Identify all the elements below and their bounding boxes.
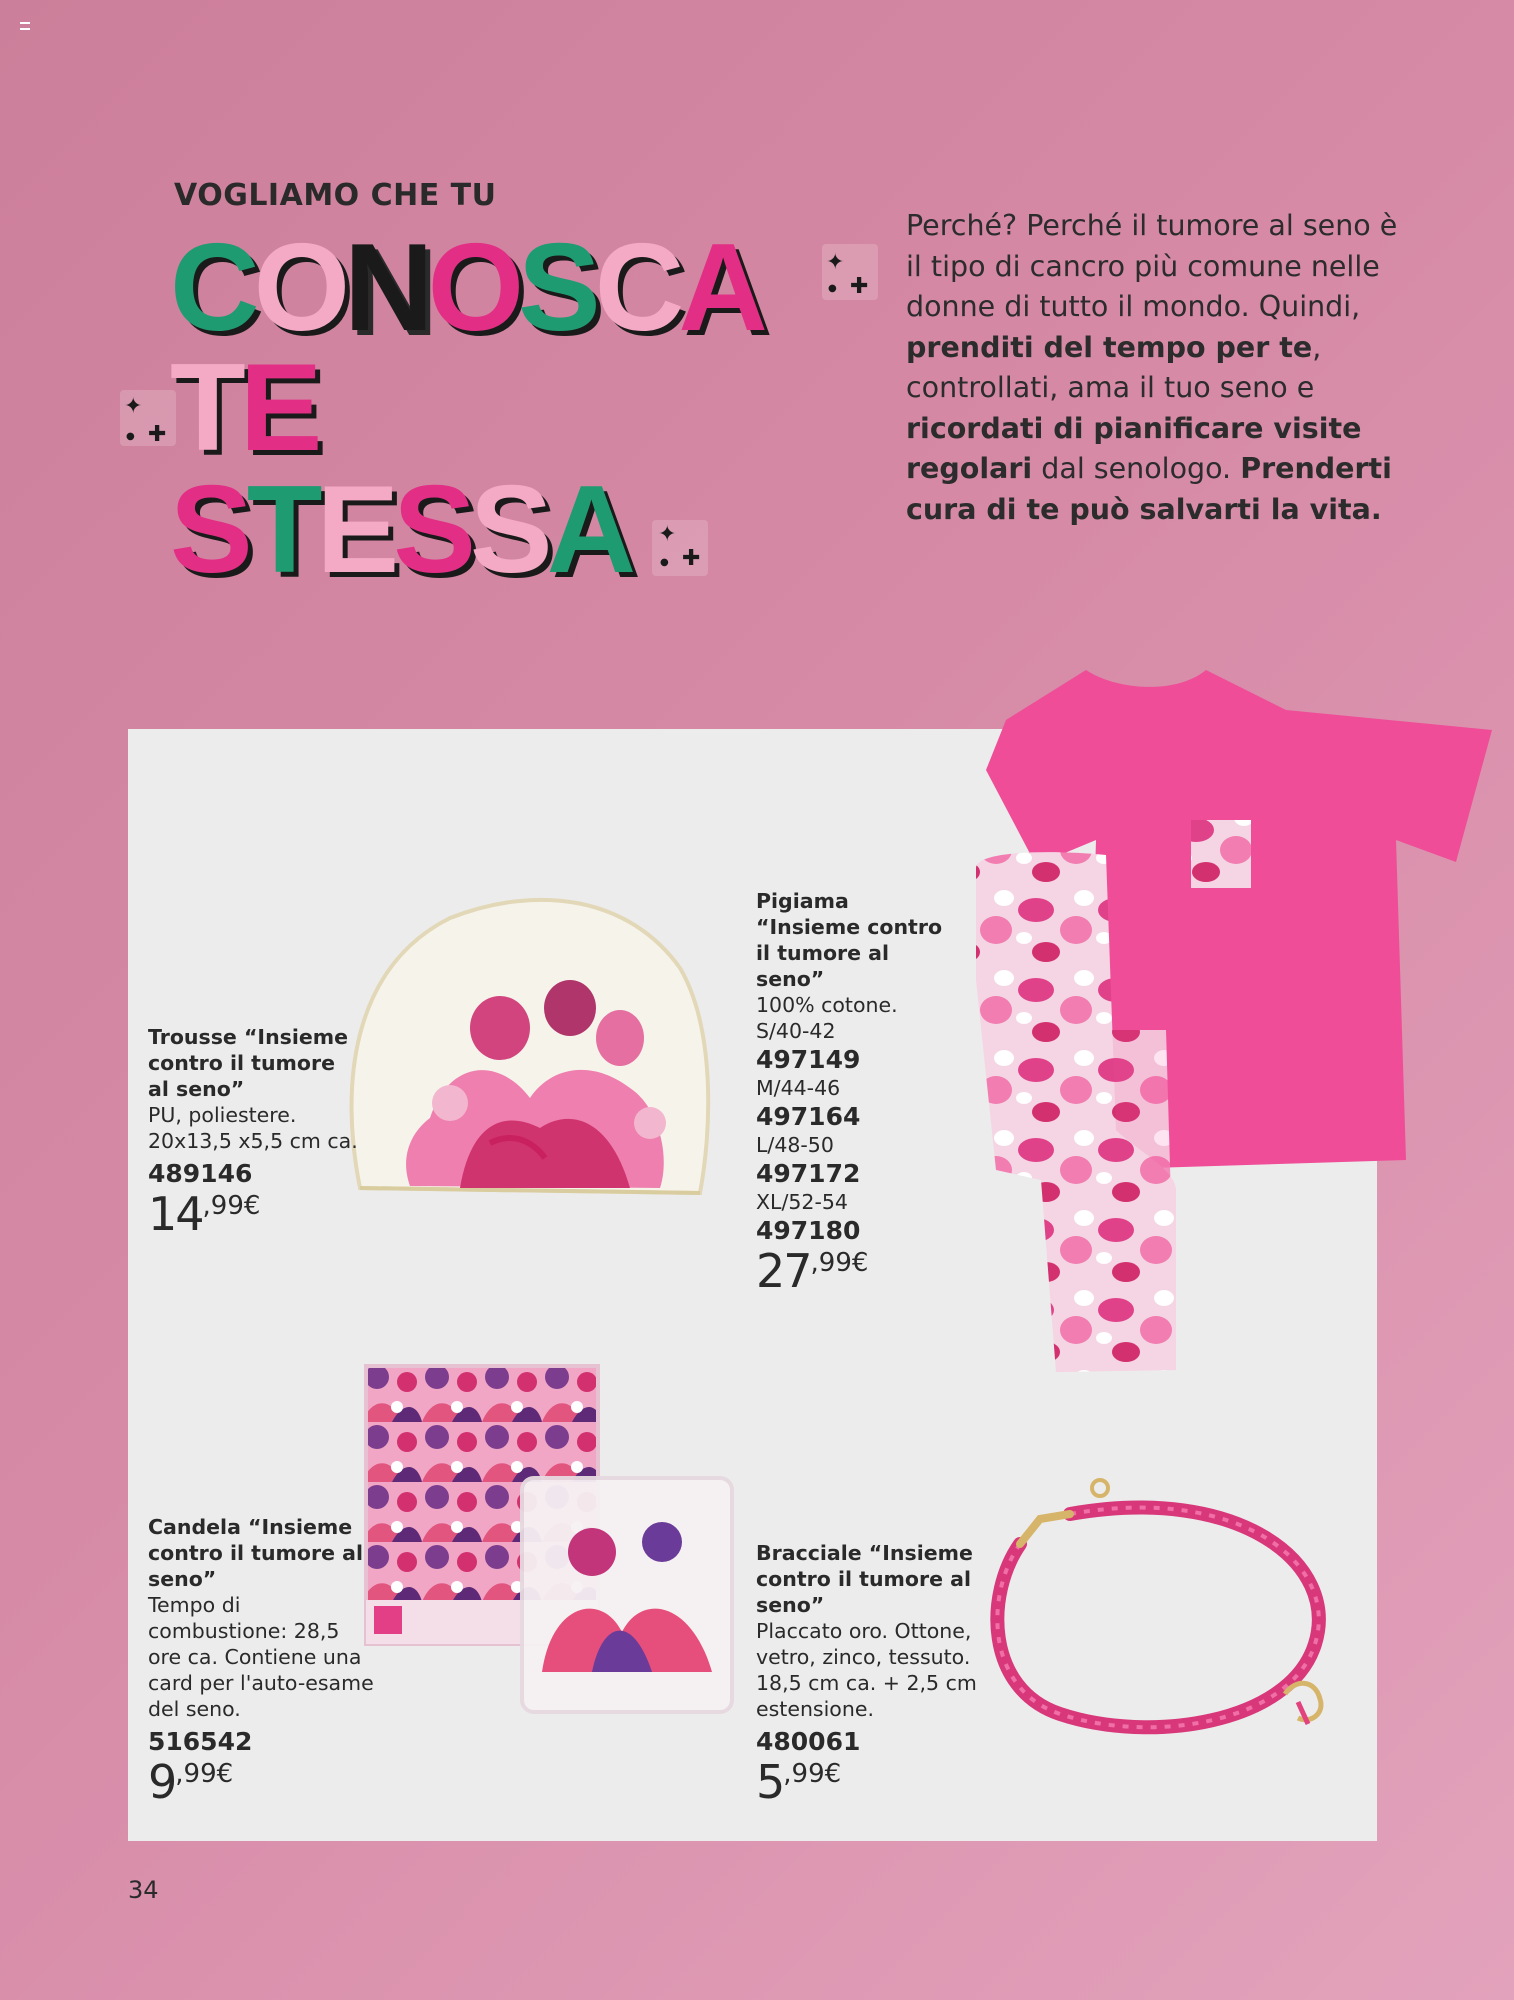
pajama-image: [936, 650, 1492, 1380]
size-label: L/48-50: [756, 1133, 834, 1157]
size-label: XL/52-54: [756, 1190, 848, 1214]
intro-text: dal senologo.: [1032, 452, 1241, 485]
headline-letter: N: [344, 219, 428, 357]
product-price: [756, 1244, 956, 1298]
intro-text: , controllati, ama il tuo seno e: [906, 330, 1322, 404]
product-code: 497172: [756, 1159, 861, 1188]
product-bracciale: [756, 1540, 988, 1809]
headline-letter: C: [170, 219, 254, 357]
intro-text: Perché? Perché il tumore al seno è il tipo di cancro più comune nelle donne di tutto il mondo. Quindi,: [906, 209, 1398, 323]
product-code: 497180: [756, 1216, 861, 1245]
headline-letter: E: [316, 461, 394, 599]
headline-line-1: [170, 219, 762, 357]
product-pigiama: [756, 888, 956, 1298]
product-title: Bracciale “Insieme contro il tumore al seno”: [756, 1541, 973, 1617]
headline-letter: O: [253, 219, 345, 357]
product-code: 497149: [756, 1045, 861, 1074]
page-number: 34: [128, 1876, 159, 1904]
headline-line-3: [170, 461, 631, 599]
product-description: Placcato oro. Ottone, vetro, zinco, tessuto. 18,5 cm ca. + 2,5 cm estensione.: [756, 1619, 977, 1721]
intro-text-bold: Prenderti cura di te può salvarti la vita.: [906, 452, 1392, 526]
price-integer: 27: [756, 1244, 811, 1298]
price-decimal: ,99€: [202, 1191, 261, 1221]
headline-letter: A: [546, 461, 631, 599]
product-price: [148, 1187, 362, 1241]
product-title: Candela “Insieme contro il tumore al seno”: [148, 1515, 363, 1591]
product-description: Tempo di combustione: 28,5 ore ca. Contiene una card per l'auto-esame del seno.: [148, 1593, 374, 1721]
candle-image: [362, 1362, 742, 1722]
headline-letter: E: [239, 339, 317, 477]
intro-text-bold: ricordati di pianificare visite regolari: [906, 411, 1362, 485]
menu-icon: [20, 22, 30, 30]
product-code: 497164: [756, 1102, 861, 1131]
product-title: Pigiama “Insieme contro il tumore al seno”: [756, 889, 943, 991]
headline-letter: T: [246, 461, 317, 599]
product-candela: [148, 1514, 378, 1809]
product-code: 489146: [148, 1159, 253, 1188]
price-integer: 14: [148, 1187, 203, 1241]
price-decimal: ,99€: [783, 1759, 842, 1789]
product-code: 516542: [148, 1727, 253, 1756]
headline-letter: T: [170, 339, 240, 477]
headline-line-2: [170, 339, 317, 477]
product-title: Trousse “Insieme contro il tumore al seno”: [148, 1025, 349, 1101]
headline-letter: S: [469, 461, 547, 599]
price-integer: 5: [756, 1755, 784, 1809]
bracelet-image: [980, 1474, 1360, 1774]
product-description: PU, poliestere. 20x13,5 x5,5 cm ca.: [148, 1103, 358, 1153]
intro-paragraph: [906, 206, 1406, 530]
product-code: 480061: [756, 1727, 861, 1756]
trousse-image: [340, 888, 720, 1220]
headline-letter: A: [678, 219, 762, 357]
headline-letter: S: [518, 219, 595, 357]
product-description: 100% cotone.: [756, 993, 898, 1017]
price-decimal: ,99€: [810, 1248, 869, 1278]
size-label: S/40-42: [756, 1019, 836, 1043]
headline-letter: S: [393, 461, 470, 599]
headline-letter: C: [594, 219, 679, 357]
headline-letter: O: [427, 219, 519, 357]
product-price: [756, 1755, 988, 1809]
kicker-text: VOGLIAMO CHE TU: [174, 178, 497, 213]
price-integer: 9: [148, 1755, 176, 1809]
product-price: [148, 1755, 378, 1809]
intro-text-bold: prenditi del tempo per te: [906, 330, 1313, 364]
price-decimal: ,99€: [175, 1759, 234, 1789]
headline-letter: S: [170, 461, 247, 599]
size-label: M/44-46: [756, 1076, 841, 1100]
product-trousse: [148, 1024, 362, 1241]
